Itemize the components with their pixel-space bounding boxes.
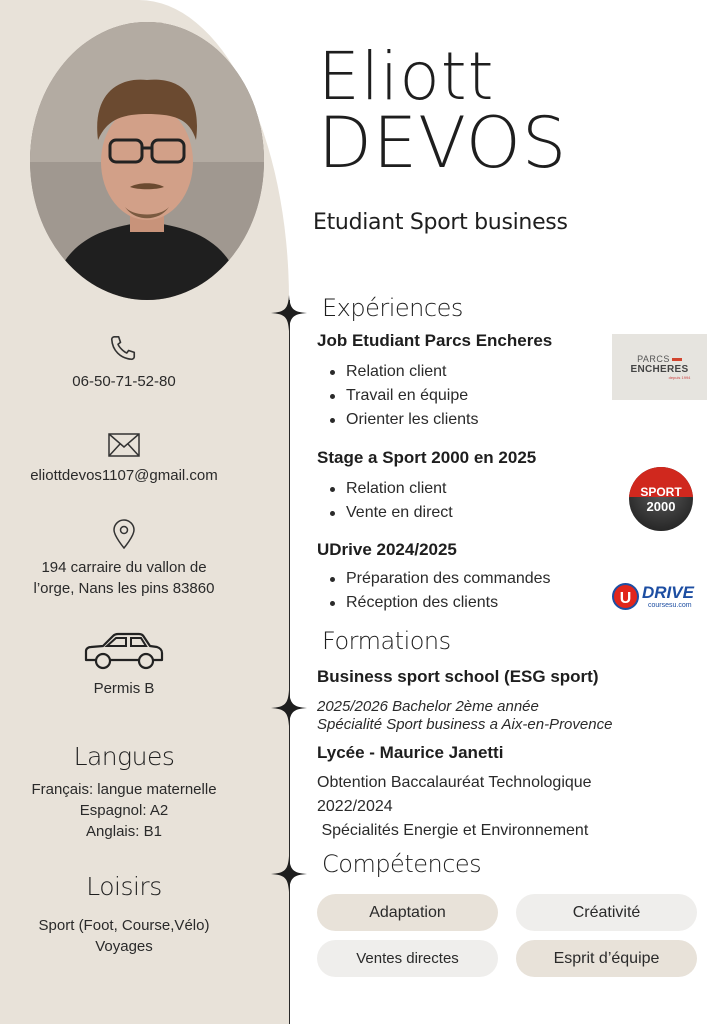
list-item: Relation client xyxy=(330,477,453,501)
hobby-item: Sport (Foot, Course,Vélo) xyxy=(38,917,210,934)
first-name: Eliott xyxy=(318,38,495,115)
job-bullets xyxy=(330,360,479,432)
hammer-icon xyxy=(672,358,682,361)
logo-text: SPORT xyxy=(640,485,682,499)
school-detail: Obtention Baccalauréat Technologique xyxy=(317,774,592,791)
job-bullets xyxy=(330,567,551,615)
logo-text: 2000 xyxy=(646,499,676,514)
email-block xyxy=(0,433,248,486)
list-item: Travail en équipe xyxy=(330,384,479,408)
skill-pill: Esprit d’équipe xyxy=(516,940,697,977)
school-title: Business sport school (ESG sport) xyxy=(317,667,599,686)
logo-text: ENCHERES xyxy=(630,364,689,375)
list-item: Vente en direct xyxy=(330,501,453,525)
job-title: UDrive 2024/2025 xyxy=(317,540,457,559)
school-detail: Spécialités Energie et Environnement xyxy=(317,822,589,839)
sparkle-icon xyxy=(271,295,307,331)
skills-title: Compétences xyxy=(322,850,482,878)
school-title: Lycée - Maurice Janetti xyxy=(317,743,504,762)
skill-pill: Ventes directes xyxy=(317,940,498,977)
job-bullets xyxy=(330,477,453,525)
subtitle: Etudiant Sport business xyxy=(313,210,568,235)
location-pin-icon xyxy=(112,519,136,549)
list-item: Relation client xyxy=(330,360,479,384)
logo-text: coursesu.com xyxy=(648,602,692,609)
sparkle-icon xyxy=(271,856,307,892)
logo-text: depuis 1994 xyxy=(668,375,691,380)
languages-list xyxy=(0,779,248,842)
phone-icon xyxy=(108,333,138,363)
license-text: Permis B xyxy=(93,680,155,697)
language-item: Français: langue maternelle xyxy=(31,781,217,798)
school-detail: Spécialité Sport business a Aix-en-Provence xyxy=(317,716,613,733)
address-block xyxy=(0,519,248,599)
list-item: Préparation des commandes xyxy=(330,567,551,591)
last-name: DEVOS xyxy=(318,102,568,184)
language-item: Espagnol: A2 xyxy=(79,802,169,819)
timeline-line xyxy=(289,300,290,1024)
logo-text: U xyxy=(612,583,639,610)
address-line-1: 194 carraire du vallon de xyxy=(41,559,207,576)
phone-block xyxy=(0,333,248,392)
hobbies-list xyxy=(0,915,248,957)
languages-title: Langues xyxy=(73,742,175,771)
profile-photo xyxy=(30,22,264,300)
car-icon xyxy=(83,632,165,670)
school-detail: 2025/2026 Bachelor 2ème année xyxy=(317,698,539,715)
list-item: Orienter les clients xyxy=(330,408,479,432)
email-address: eliottdevos1107@gmail.com xyxy=(30,467,218,484)
education-title: Formations xyxy=(322,627,451,655)
license-block xyxy=(0,632,248,699)
udrive-logo xyxy=(612,582,706,612)
job-title: Stage a Sport 2000 en 2025 xyxy=(317,448,537,467)
sparkle-icon xyxy=(271,690,307,726)
skill-pill: Adaptation xyxy=(317,894,498,931)
phone-number: 06-50-71-52-80 xyxy=(72,373,176,390)
language-item: Anglais: B1 xyxy=(86,823,162,840)
job-title: Job Etudiant Parcs Encheres xyxy=(317,331,553,350)
skill-pill: Créativité xyxy=(516,894,697,931)
hobby-item: Voyages xyxy=(95,938,153,955)
logo-text: DRIVE xyxy=(642,583,694,602)
envelope-icon xyxy=(108,433,140,457)
experiences-title: Expériences xyxy=(322,294,463,322)
sport-2000-logo xyxy=(629,467,693,531)
address-line-2: l’orge, Nans les pins 83860 xyxy=(33,580,215,597)
parcs-encheres-logo xyxy=(612,334,707,400)
hobbies-title: Loisirs xyxy=(86,872,162,901)
school-detail: 2022/2024 xyxy=(317,798,393,815)
logo-text: PARCS xyxy=(637,354,670,364)
list-item: Réception des clients xyxy=(330,591,551,615)
